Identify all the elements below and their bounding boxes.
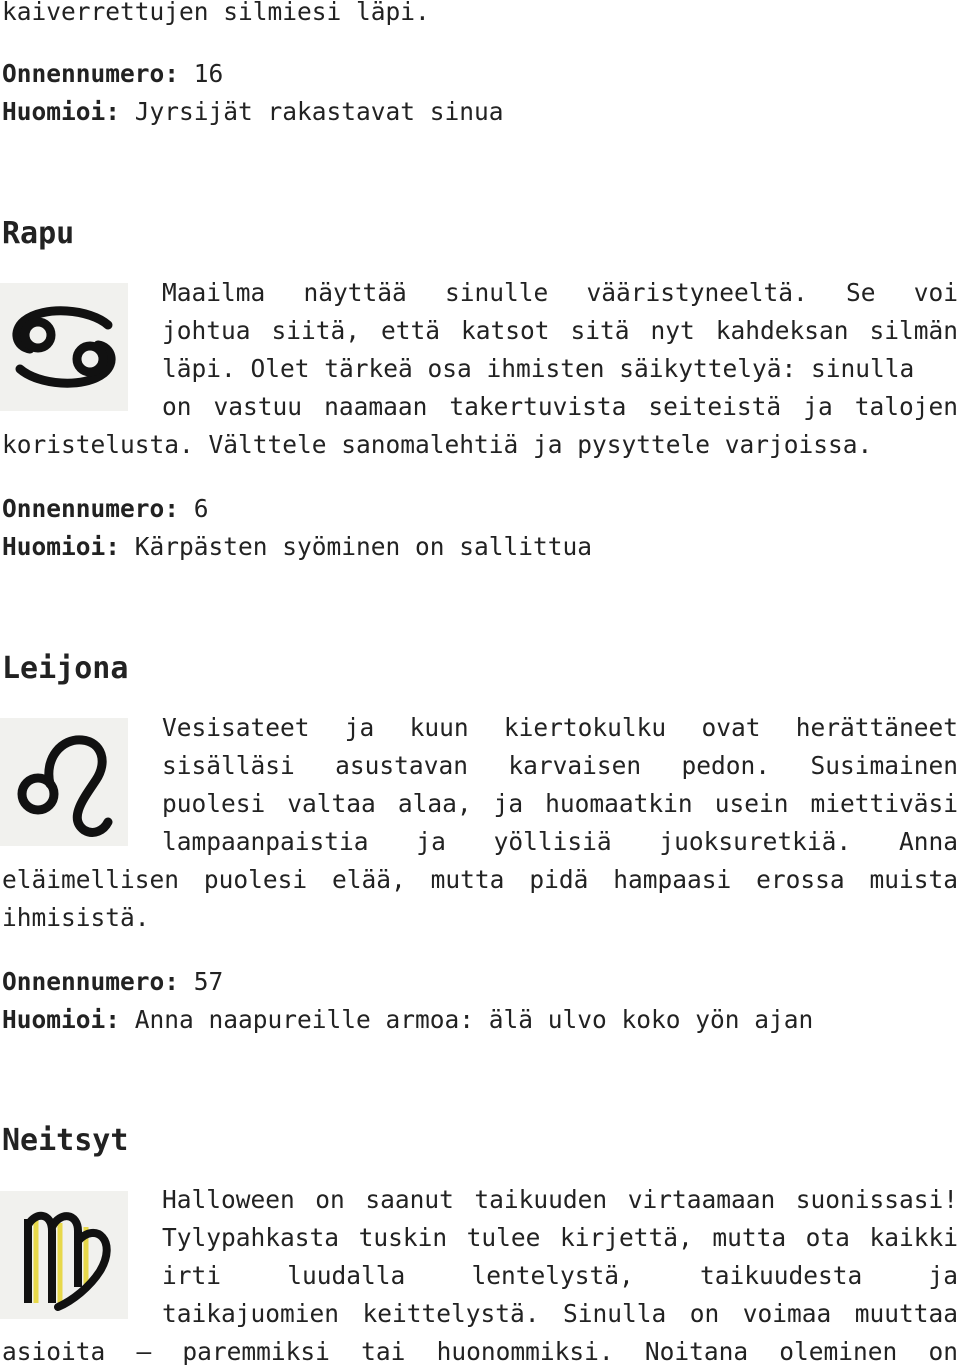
note-value: Anna naapureille armoa: älä ulvo koko yön ajan [134,1005,814,1034]
text-line: Maailma näyttää sinulle vääristyneeltä. Se voi [162,278,958,307]
note-label: Huomioi: [2,97,121,126]
text-line: Halloween on saanut taikuuden virtaamaan suonissasi! [162,1185,958,1214]
lucky-number-value: 57 [193,967,224,996]
text-line: koristelusta. Välttele sanomalehtiä ja pysyttele varjoissa. [2,430,873,459]
sign-heading-rapu: Rapu [2,216,75,251]
text-line: sisälläsi asustavan karvaisen pedon. Susimainen [162,751,958,780]
text-line: ihmisistä. [2,903,150,932]
sign-text-neitsyt [162,1181,958,1333]
sign-text-leijona [162,709,958,861]
virgo-symbol-icon [0,1191,128,1319]
text-line: taikajuomien keittelystä. Sinulla on voimaa muuttaa [162,1299,958,1328]
lucky-number-value: 16 [193,59,224,88]
sign-heading-neitsyt: Neitsyt [2,1123,129,1158]
lucky-number-label: Onnennumero: [2,494,180,523]
text-line: Tylypahkasta tuskin tulee kirjettä, mutta ota kaikki [162,1223,958,1252]
lucky-number-label: Onnennumero: [2,59,180,88]
intro-tail-text: kaiverrettujen silmiesi läpi. [2,0,430,26]
sign-heading-leijona: Leijona [2,651,129,686]
cancer-symbol-icon [0,283,128,411]
leo-symbol-icon [0,718,128,846]
text-line: irti luudalla lentelystä, taikuudesta ja [162,1261,958,1290]
text-line: on vastuu naamaan takertuvista seiteistä ja talojen [162,392,958,421]
text-line: puolesi valtaa alaa, ja huomaatkin usein miettiväsi [162,789,958,818]
note-label: Huomioi: [2,532,121,561]
text-line: lampaanpaistia ja yöllisiä juoksuretkiä. Anna [162,827,958,856]
note-row [2,1001,813,1039]
lucky-number-label: Onnennumero: [2,967,180,996]
note-row [2,93,504,131]
lucky-number-row [2,963,223,1001]
lucky-number-value: 6 [193,494,209,523]
lucky-number-row [2,490,209,528]
note-label: Huomioi: [2,1005,121,1034]
note-row [2,528,592,566]
text-line: Vesisateet ja kuun kiertokulku ovat herättäneet [162,713,958,742]
text-line: eläimellisen puolesi elää, mutta pidä hampaasi erossa muista [2,865,958,894]
sign-text-rapu [162,274,958,426]
text-line: läpi. Olet tärkeä osa ihmisten säikyttelyä: sinulla [162,354,915,383]
note-value: Jyrsijät rakastavat sinua [134,97,504,126]
text-line: asioita – paremmiksi tai huonommiksi. Noitana oleminen on [2,1337,958,1366]
note-value: Kärpästen syöminen on sallittua [134,532,593,561]
text-line: johtua siitä, että katsot sitä nyt kahdeksan silmän [162,316,958,345]
lucky-number-row [2,55,223,93]
